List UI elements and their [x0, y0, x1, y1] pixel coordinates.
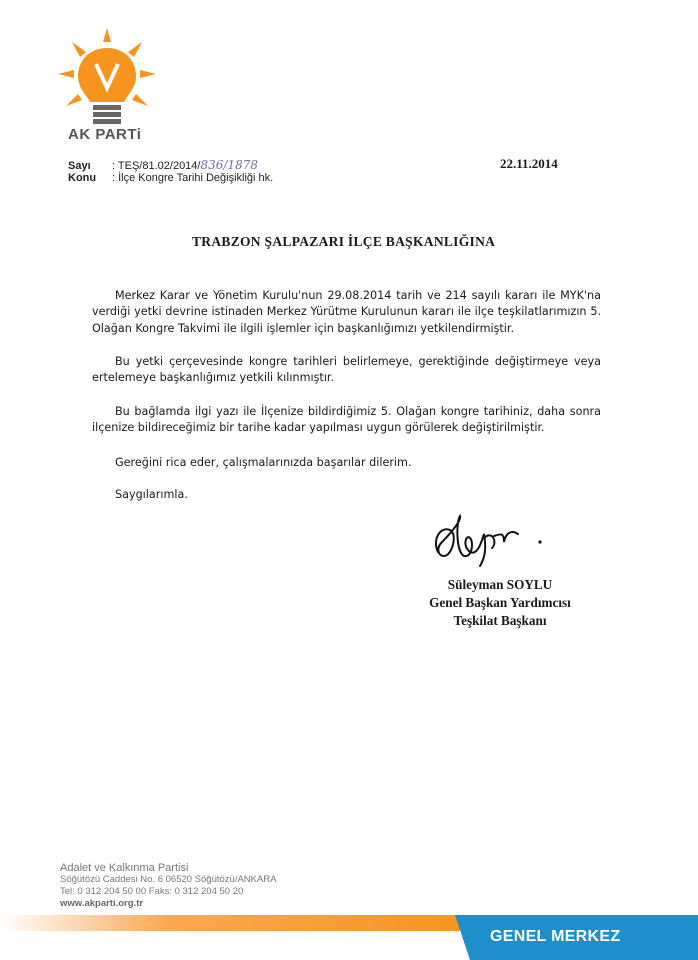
signer-block	[410, 576, 590, 630]
signer-title: Genel Başkan Yardımcısı	[429, 595, 571, 610]
footer-address: Söğütözü Caddesi No. 6 06520 Söğütözü/ANKARA	[60, 874, 277, 885]
letter-date: 22.11.2014	[500, 156, 558, 171]
brand-name: AK PARTi	[68, 126, 142, 143]
sayi-handwritten: 836/1878	[200, 158, 258, 172]
konu-value: : İlçe Kongre Tarihi Değişikliği hk.	[112, 172, 274, 184]
signer-department: Teşkilat Başkanı	[453, 613, 547, 628]
paragraph: Bu bağlamda ilgi yazı ile İlçenize bildirdiğimiz 5. Olağan kongre tarihiniz, daha sonra ilçenize bildireceğimiz bir tarihe kadar yapılması uygun görülerek değiştirilmiştir.	[92, 405, 601, 435]
konu-label: Konu	[68, 172, 97, 184]
light-bulb-icon	[78, 48, 136, 124]
konu-row	[68, 172, 273, 184]
paragraph: Bu yetki çerçevesinde kongre tarihleri belirlemeye, gerektiğinde değiştirmeye veya ertelemeye başkanlığımız yetkili kılınmıştır.	[92, 355, 601, 385]
closing: Saygılarımla.	[115, 488, 188, 501]
sayi-value: : TEŞ/81.02/2014/	[112, 160, 201, 172]
footer-bar-label: GENEL MERKEZ	[490, 928, 621, 945]
sayi-row	[68, 158, 258, 172]
recipient-title: TRABZON ŞALPAZARI İLÇE BAŞKANLIĞINA	[192, 234, 496, 249]
signer-name: Süleyman SOYLU	[447, 577, 553, 592]
sayi-label: Sayı	[68, 160, 91, 172]
footer-contact	[60, 862, 277, 910]
paragraph: Merkez Karar ve Yönetim Kurulu'nun 29.08.2014 tarih ve 214 sayılı kararı ile MYK'na verdiği yetki devrine istinaden Merkez Yürütme Kurulunun kararı ile ilçe teşkilatlarımızın 5. Olağan Kongre Takvimi ile ilgili işlemler için başkanlığımızı yetkilendirmiştir.	[92, 289, 601, 335]
footer-phones: Tel: 0 312 204 50 00 Faks: 0 312 204 50 20	[60, 886, 244, 897]
footer-website: www.akparti.org.tr	[60, 898, 144, 909]
paragraph: Gereğini rica eder, çalışmalarınızda başarılar dilerim.	[115, 456, 412, 469]
handwritten-signature	[430, 512, 560, 570]
footer-org: Adalet ve Kalkınma Partisi	[60, 862, 189, 874]
